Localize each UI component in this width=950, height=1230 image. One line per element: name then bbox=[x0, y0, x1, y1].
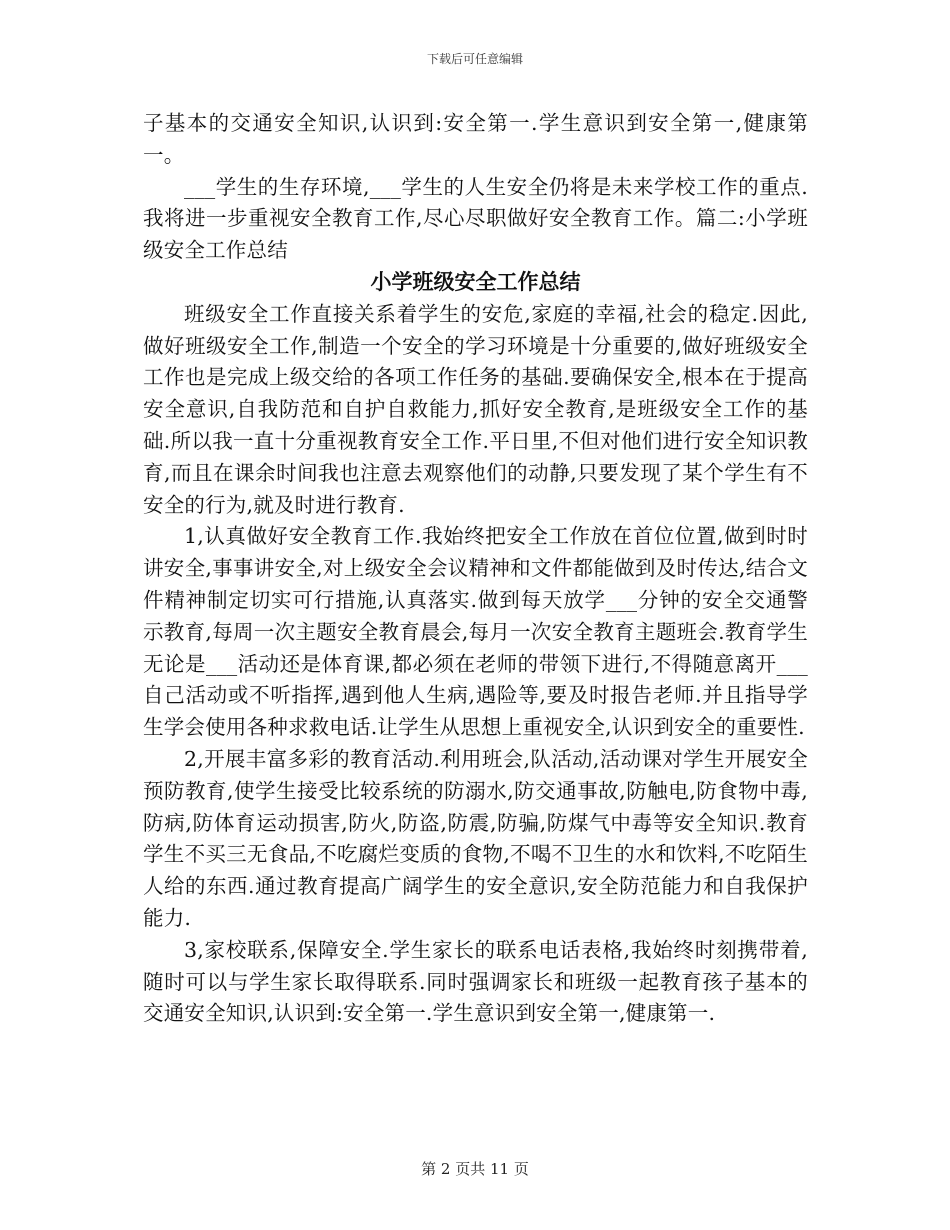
paragraph-item-1: 1,认真做好安全教育工作.我始终把安全工作放在首位位置,做到时时讲安全,事事讲安全,对上级安全会议精神和文件都能做到及时传达,结合文件精神制定切实可行措施,认真落实.做到每天放学___分钟的安全交通警示教育,每周一次主题安全教育晨会,每月一次安全教育主题班会.教育学生无论是___活动还是体育课,都必须在老师的带领下进行,不得随意离开___自己活动或不听指挥,遇到他人生病,遇险等,要及时报告老师.并且指导学生学会使用各种求救电话.让学生从思想上重视安全,认识到安全的重要性. bbox=[143, 524, 808, 740]
page-header: 下载后可任意编辑 bbox=[426, 52, 523, 66]
page-footer: 第 2 页共 11 页 bbox=[421, 1160, 529, 1178]
paragraph-conclusion: ___学生的生存环境,___学生的人生安全仍将是未来学校工作的重点.我将进一步重视安全教育工作,尽心尽职做好安全教育工作。篇二:小学班级安全工作总结 bbox=[143, 174, 808, 263]
paragraph-item-3: 3,家校联系,保障安全.学生家长的联系电话表格,我始终时刻携带着,随时可以与学生家长取得联系.同时强调家长和班级一起教育孩子基本的交通安全知识,认识到:安全第一.学生意识到安全第一,健康第一. bbox=[143, 937, 808, 1026]
paragraph-continuation: 子基本的交通安全知识,认识到:安全第一.学生意识到安全第一,健康第一。 bbox=[143, 111, 808, 167]
section-title: 小学班级安全工作总结 bbox=[370, 269, 581, 294]
document-body bbox=[143, 108, 808, 1030]
paragraph-item-2: 2,开展丰富多彩的教育活动.利用班会,队活动,活动课对学生开展安全预防教育,使学生接受比较系统的防溺水,防交通事故,防触电,防食物中毒,防病,防体育运动损害,防火,防盗,防震,防骗,防煤气中毒等安全知识.教育学生不买三无食品,不吃腐烂变质的食物,不喝不卫生的水和饮料,不吃陌生人给的东西.通过教育提高广阔学生的安全意识,安全防范能力和自我保护能力. bbox=[143, 746, 808, 930]
paragraph-intro: 班级安全工作直接关系着学生的安危,家庭的幸福,社会的稳定.因此,做好班级安全工作,制造一个安全的学习环境是十分重要的,做好班级安全工作也是完成上级交给的各项工作任务的基础.要确保安全,根本在于提高安全意识,自我防范和自护自救能力,抓好安全教育,是班级安全工作的基础.所以我一直十分重视教育安全工作.平日里,不但对他们进行安全知识教育,而且在课余时间我也注意去观察他们的动静,只要发现了某个学生有不安全的行为,就及时进行教育. bbox=[143, 301, 808, 517]
